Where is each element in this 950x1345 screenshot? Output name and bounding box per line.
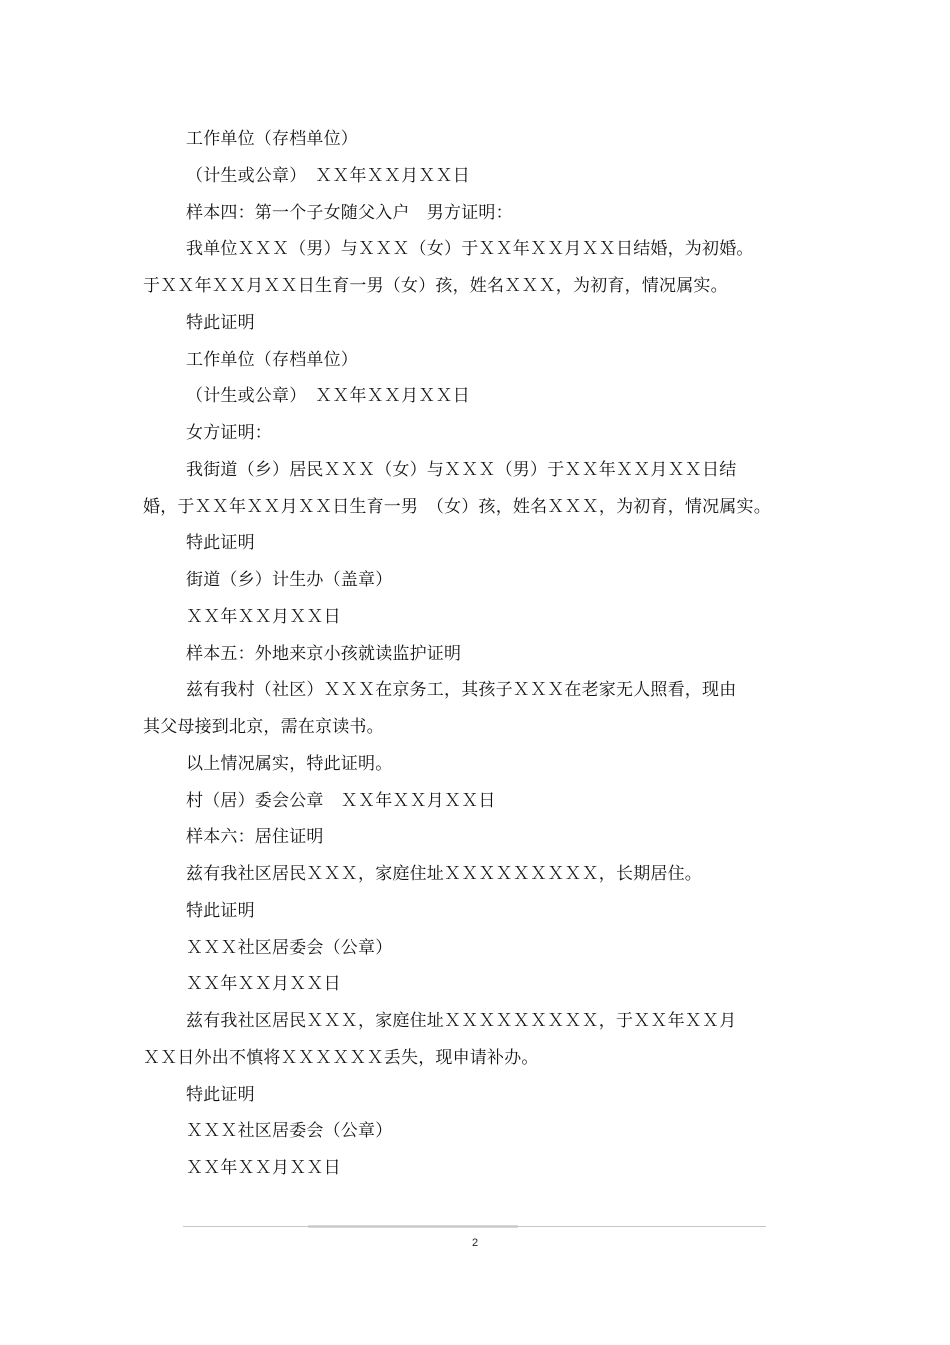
text-line: 特此证明 (186, 1085, 255, 1105)
text-line: 特此证明 (186, 901, 255, 921)
text-line: 街道（乡）计生办（盖章） (186, 570, 393, 590)
text-line: 兹有我村（社区）ＸＸＸ在京务工，其孩子ＸＸＸ在老家无人照看，现由 (186, 680, 737, 700)
text-line: 婚，于ＸＸ年ＸＸ月ＸＸ日生育一男 （女）孩，姓名ＸＸＸ，为初育，情况属实。 (143, 497, 771, 517)
text-line: 兹有我社区居民ＸＸＸ，家庭住址ＸＸＸＸＸＸＸＸＸ，长期居住。 (186, 864, 702, 884)
text-line: 以上情况属实，特此证明。 (186, 754, 393, 774)
text-line: ＸＸ年ＸＸ月ＸＸ日 (186, 607, 341, 627)
text-line: 我单位ＸＸＸ（男）与ＸＸＸ（女）于ＸＸ年ＸＸ月ＸＸ日结婚，为初婚。 (186, 239, 754, 259)
text-line: （计生或公章） ＸＸ年ＸＸ月ＸＸ日 (186, 166, 470, 186)
text-line: 其父母接到北京，需在京读书。 (143, 717, 384, 737)
text-line: ＸＸＸ社区居委会（公章） (186, 938, 393, 958)
text-line: 特此证明 (186, 313, 255, 333)
text-line: 样本六：居住证明 (186, 827, 324, 847)
text-line: ＸＸ年ＸＸ月ＸＸ日 (186, 974, 341, 994)
text-line: ＸＸ日外出不慎将ＸＸＸＸＸＸ丢失，现申请补办。 (143, 1048, 539, 1068)
text-line: 于ＸＸ年ＸＸ月ＸＸ日生育一男（女）孩，姓名ＸＸＸ，为初育，情况属实。 (143, 276, 728, 296)
text-line: 样本五：外地来京小孩就读监护证明 (186, 644, 462, 664)
text-line: 工作单位（存档单位） (186, 129, 358, 149)
text-line: 村（居）委会公章 ＸＸ年ＸＸ月ＸＸ日 (186, 791, 496, 811)
page-number: 2 (471, 1237, 479, 1249)
text-line: 兹有我社区居民ＸＸＸ，家庭住址ＸＸＸＸＸＸＸＸＸ，于ＸＸ年ＸＸ月 (186, 1011, 737, 1031)
text-line: 样本四：第一个子女随父入户 男方证明： (186, 203, 513, 223)
text-line: 特此证明 (186, 533, 255, 553)
footer-divider (183, 1226, 766, 1227)
text-line: ＸＸ年ＸＸ月ＸＸ日 (186, 1158, 341, 1178)
text-line: （计生或公章） ＸＸ年ＸＸ月ＸＸ日 (186, 386, 470, 406)
text-line: 女方证明： (186, 423, 272, 443)
text-line: 工作单位（存档单位） (186, 350, 358, 370)
text-line: 我街道（乡）居民ＸＸＸ（女）与ＸＸＸ（男）于ＸＸ年ＸＸ月ＸＸ日结 (186, 460, 737, 480)
text-line: ＸＸＸ社区居委会（公章） (186, 1121, 393, 1141)
